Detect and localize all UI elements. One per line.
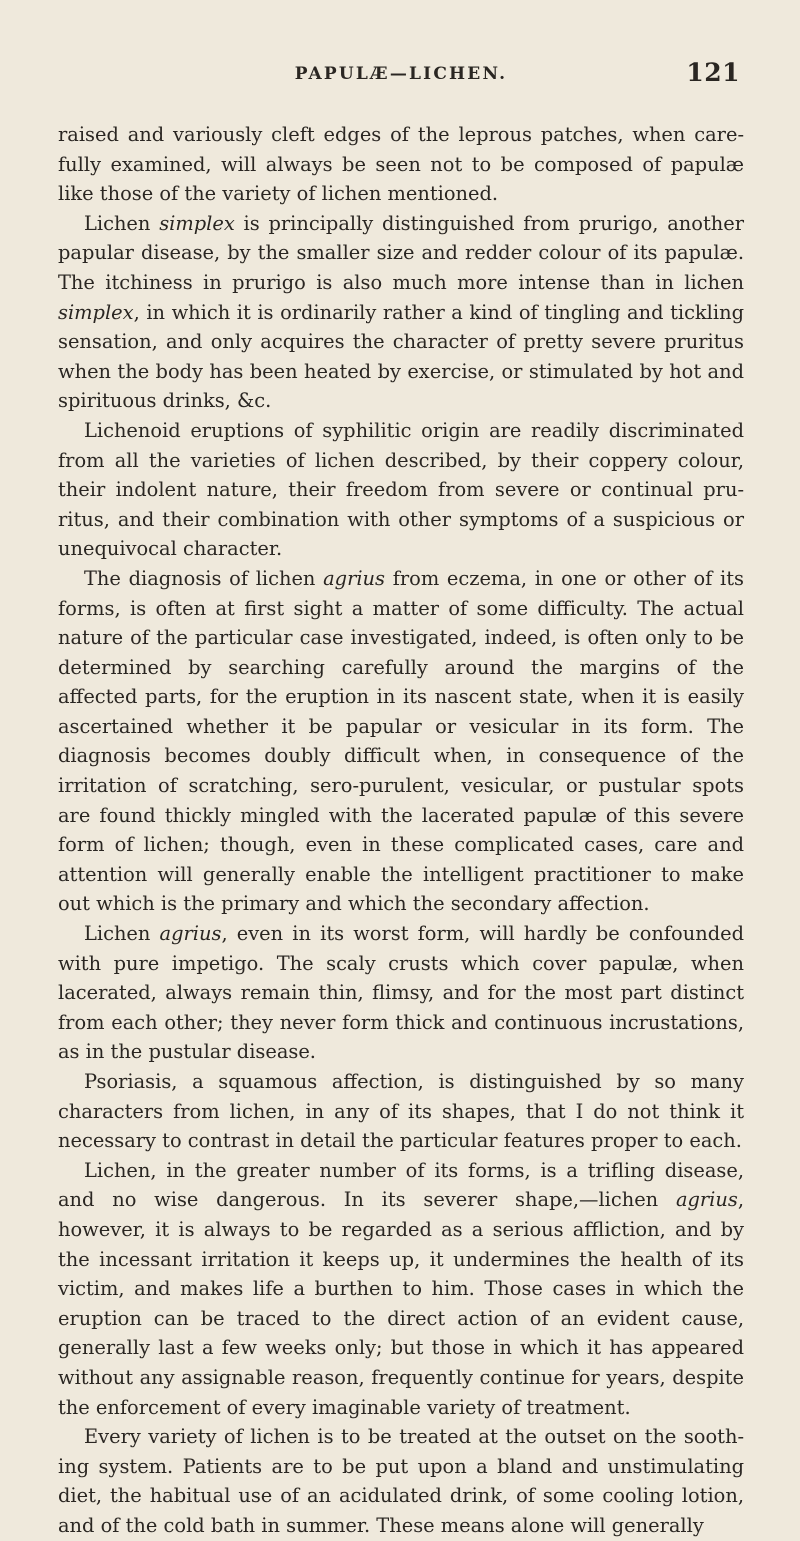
text-run: Every variety of lichen is to be treated at the outset on the soothing system. Patients are to be put upon a bland and unstimulating diet, the habitual use of an acidulated drink, of some cooling lotion, and of the cold bath in summer. These means alone will generally [58,1425,744,1537]
italic-term: simplex [159,211,235,235]
paragraph [58,120,744,209]
running-title: PAPULÆ—LICHEN. [294,64,508,84]
text-run: Psoriasis, a squamous affection, is distinguished by so many characters from lichen, in any of its shapes, that I do not think it necessary to contrast in detail the particular features proper to each. [58,1070,744,1153]
italic-term: agrius [159,922,222,946]
text-run: Lichen, in the greater number of its forms, is a trifling disease, and no wise dangerous. In its severer shape,—lichen [58,1158,744,1212]
text-run: Lichen [84,922,160,946]
text-run: is principally distinguished from prurigo, another papular disease, by the smaller size and redder colour of its papulæ. The itchiness in prurigo is also much more intense than in lichen [58,211,744,294]
text-run: , however, it is always to be regarded as a serious affliction, and by the incessant irritation it keeps up, it undermines the health of its victim, and makes life a burthen to him. Those cases in which the eruption can be traced to the direct action of an evident cause, generally last a few weeks only; but those in which it has appeared without any assignable reason, frequently continue for years, despite the enforcement of every imaginable variety of treatment. [58,1188,744,1419]
running-head [58,60,744,94]
text-run: The diagnosis of lichen [84,566,324,590]
paragraph [58,1156,744,1422]
text-run: , in which it is ordinarily rather a kind of tingling and tickling sensation, and only acquires the character of pretty severe pruritus when the body has been heated by exercise, or stimulated by hot and spirituous drinks, &c. [58,300,744,413]
text-run: Lichen [84,211,160,235]
body-text [58,120,744,1541]
text-run: , even in its worst form, will hardly be confounded with pure impetigo. The scaly crusts which cover papulæ, when lacerated, always remain thin, flimsy, and for the most part distinct from each other; they never form thick and continuous incrustations, as in the pustular disease. [58,922,745,1064]
paragraph [58,919,744,1067]
italic-term: agrius [675,1188,738,1212]
paragraph [58,1067,744,1156]
italic-term: simplex [58,300,134,324]
paragraph [58,209,744,416]
page-number: 121 [686,58,740,87]
paragraph [58,1422,744,1540]
paragraph [58,564,744,919]
paragraph [58,416,744,564]
text-run: raised and variously cleft edges of the leprous patches, when carefully examined, will always be seen not to be composed of papulæ like those of the variety of lichen mentioned. [58,123,744,206]
italic-term: agrius [323,566,385,590]
text-run: Lichenoid eruptions of syphilitic origin are readily discriminated from all the varieties of lichen described, by their coppery colour, their indolent nature, their freedom from severe or continual pruritus, and their combination with other symptoms of a suspicious or unequivocal character. [58,418,744,561]
text-run: from eczema, in one or other of its forms, is often at first sight a matter of some difficulty. The actual nature of the particular case investigated, indeed, is often only to be determined by searching carefully around the margins of the affected parts, for the eruption in its nascent state, when it is easily ascertained whether it be papular or vesicular in its form. The diagnosis becomes doubly difficult when, in consequence of the irritation of scratching, sero-purulent, vesicular, or pustular spots are found thickly mingled with the lacerated papulæ of this severe form of lichen; though, even in these complicated cases, care and attention will generally enable the intelligent practitioner to make out which is the primary and which the secondary affection. [58,566,744,916]
